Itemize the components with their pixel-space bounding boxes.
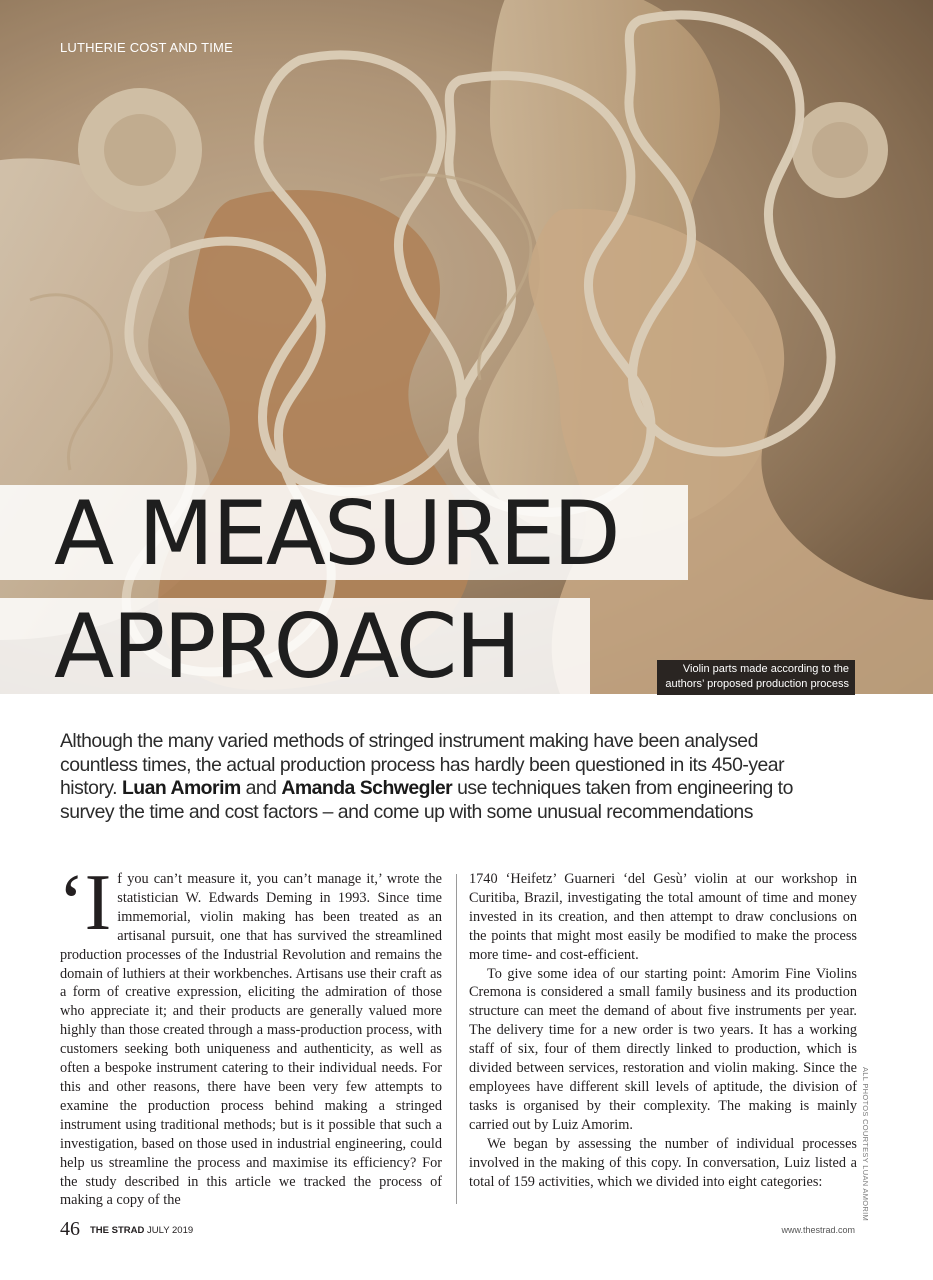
standfirst-text-2: use techniques taken from engineering to survey the time and cost factors – and come up with some unusual recommendations <box>60 777 793 823</box>
body-paragraph <box>58 859 442 1210</box>
body-paragraph: We began by assessing the number of individual processes involved in the making of this copy. In conversation, Luiz listed a total of 159 activities, which we divided into eight categories: <box>469 1135 857 1190</box>
standfirst-and: and <box>240 777 282 799</box>
body-column-left <box>58 859 442 1210</box>
standfirst-text-1: Although the many varied methods of stringed instrument making have been analysed countless times, the actual production process has hardly been questioned in its 450-year history. <box>60 730 785 799</box>
body-text: f you can’t measure it, you can’t manage it,’ wrote the statistician W. Edwards Deming in 1993. Since time immemorial, violin making has been treated as an artisanal pursuit, one that has survived the streamlined production processes of the Industrial Revolution and remains the domain of luthiers at their workbenches. Artisans use their craft as a form of creative expression, eliciting the admiration of those who appreciate it; and their products are generally valued more highly than those created through a mass-production process, with customers seeking both uniqueness and authenticity, as well as often a bespoke instrument catering to their individual needs. For this and other reasons, there have been very few attempts to examine the production process behind making a stringed instrument using traditional methods; but is it possible that such a investigation, based on those used in industrial engineering, could help us streamline the process and maximise its efficiency? For the study described in this article we tracked the process of making a copy of the <box>60 871 442 1209</box>
magazine-name: THE STRAD <box>90 1225 145 1236</box>
body-paragraph: To give some idea of our starting point: Amorim Fine Violins Cremona is considered a small family business and its production structure can meet the demand of about five instruments per year. The delivery time for a new order is two years. It has a working staff of six, four of them directly linked to production, which is divided between services, restoration and violin making. Since the employees have different skill levels of aptitude, the division of tasks is organised by their complexity. The making is mainly carried out by Luiz Amorim. <box>469 965 857 1133</box>
website-url: www.thestrad.com <box>781 1225 855 1235</box>
standfirst <box>60 730 800 824</box>
page-number: 46 <box>60 1218 80 1240</box>
section-label: LUTHERIE COST AND TIME <box>60 40 233 55</box>
photo-caption <box>657 660 855 695</box>
caption-line-1: Violin parts made according to the <box>682 663 849 675</box>
author-name-1: Luan Amorim <box>121 777 241 799</box>
photo-credit <box>858 1067 872 1222</box>
author-name-2: Amanda Schwegler <box>281 777 453 799</box>
issue-date: JULY 2019 <box>144 1225 194 1236</box>
headline-line-2: APPROACH <box>54 595 520 698</box>
caption-line-2: authors’ proposed production process <box>665 678 849 690</box>
headline-line-1: A MEASURED <box>54 482 619 585</box>
drop-cap: ‘I <box>58 859 112 947</box>
body-paragraph: 1740 ‘Heifetz’ Guarneri ‘del Gesù’ violin at our workshop in Curitiba, Brazil, investigating the total amount of time and money invested in its creation, and then attempt to draw conclusions on the points that might most easily be modified to make the process more time- and cost-efficient. <box>469 871 857 963</box>
magazine-issue <box>90 1225 193 1236</box>
photo-credit-text: ALL PHOTOS COURTESY LUAN AMORIM <box>861 1067 870 1222</box>
body-column-right <box>469 870 857 1191</box>
column-divider <box>456 874 457 1204</box>
